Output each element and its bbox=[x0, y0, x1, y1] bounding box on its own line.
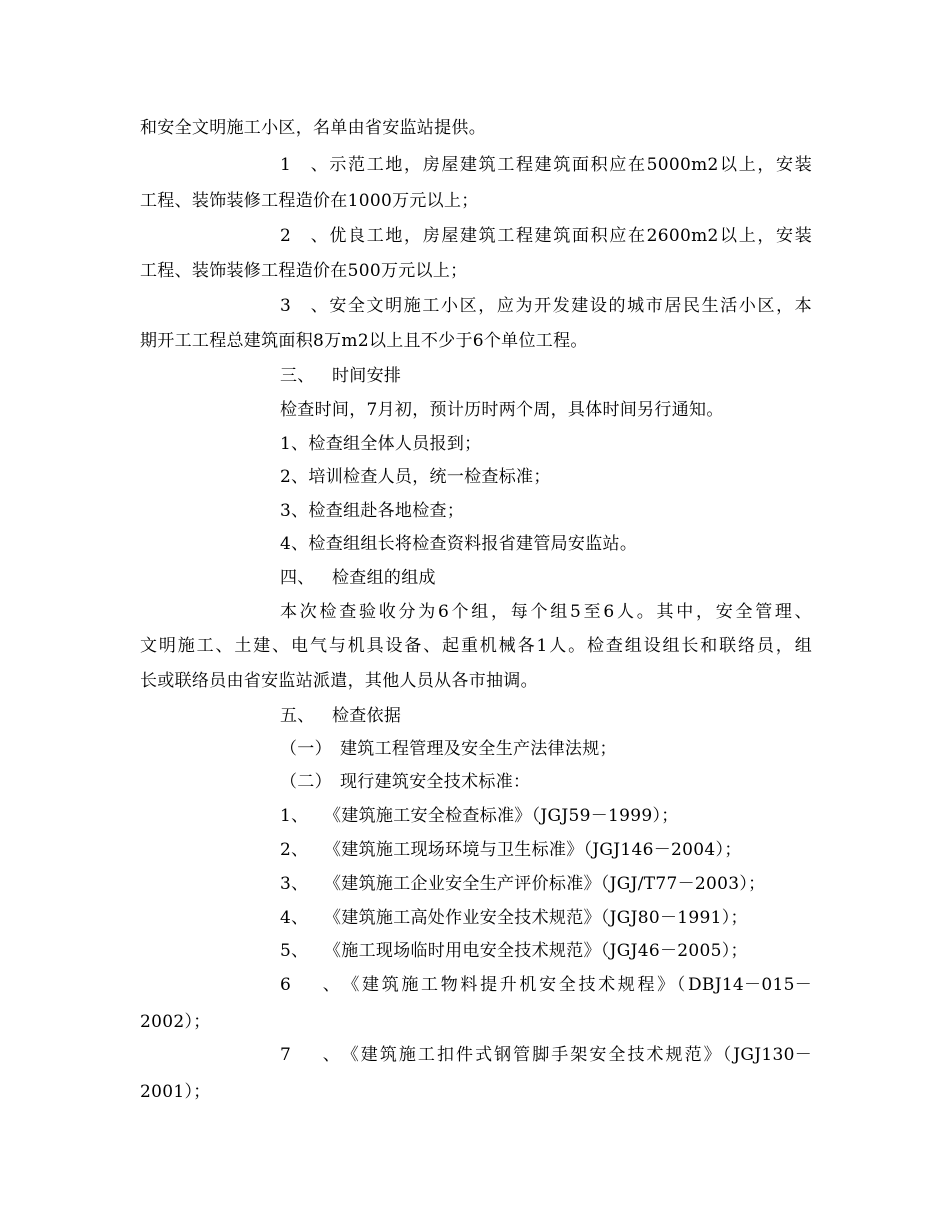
text: 期开工工程总建筑面积8万m2以上且不少于6个单位工程。 bbox=[140, 331, 588, 351]
subsection-line bbox=[280, 737, 617, 761]
text: 时间安排 bbox=[332, 366, 402, 386]
paragraph-line bbox=[140, 259, 467, 283]
list-item-line bbox=[280, 499, 464, 523]
text: 检查时间，7月初，预计历时两个周，具体时间另行通知。 bbox=[280, 400, 724, 420]
text: 《施工现场临时用电安全技术规范》（JGJ46－2005）； bbox=[324, 941, 748, 961]
list-item-line bbox=[280, 432, 481, 456]
text: 《建筑施工企业安全生产评价标准》（JGJ/T77－2003）； bbox=[324, 874, 766, 894]
list-number: 3、 bbox=[280, 296, 328, 316]
text: 2001）； bbox=[140, 1082, 211, 1102]
list-number: 1、 bbox=[280, 806, 309, 826]
list-number: 4、 bbox=[280, 908, 309, 928]
text: 和安全文明施工小区，名单由省安监站提供。 bbox=[140, 118, 486, 138]
text: 1、检查组全体人员报到； bbox=[280, 434, 482, 454]
list-item-line bbox=[280, 465, 551, 489]
text: 《建筑施工安全检查标准》（JGJ59－1999）； bbox=[324, 806, 679, 826]
text: 长或联络员由省安监站派遣，其他人员从各市抽调。 bbox=[140, 671, 538, 691]
text: 示范工地，房屋建筑工程建筑面积应在5000m2以上，安装 bbox=[328, 155, 812, 175]
paragraph-line bbox=[140, 116, 486, 140]
text: 4、检查组组长将检查资料报省建管局安监站。 bbox=[280, 534, 638, 554]
list-item-line bbox=[280, 838, 742, 862]
list-item-line bbox=[280, 153, 812, 177]
list-item-line bbox=[280, 294, 812, 318]
subsection-number: （一） bbox=[280, 739, 332, 759]
text: 工程、装饰装修工程造价在1000万元以上； bbox=[140, 191, 479, 211]
paragraph-line bbox=[140, 1010, 211, 1034]
list-item-line bbox=[280, 224, 812, 248]
paragraph-line bbox=[140, 329, 588, 353]
text: 《建筑施工物料提升机安全技术规程》（DBJ14－015－ bbox=[340, 975, 812, 995]
text: 现行建筑安全技术标准： bbox=[340, 772, 531, 792]
list-number: 7、 bbox=[280, 1045, 340, 1065]
paragraph-line bbox=[280, 398, 724, 422]
list-number: 6、 bbox=[280, 975, 340, 995]
section-heading bbox=[280, 566, 436, 590]
paragraph-line bbox=[140, 634, 812, 658]
text: 2、培训检查人员，统一检查标准； bbox=[280, 467, 551, 487]
text: 《建筑施工高处作业安全技术规范》（JGJ80－1991）； bbox=[324, 908, 748, 928]
text: 检查组的组成 bbox=[332, 568, 436, 588]
list-item-line bbox=[280, 532, 637, 556]
list-number: 5、 bbox=[280, 941, 309, 961]
list-item-line bbox=[280, 906, 748, 930]
list-item-line bbox=[280, 804, 679, 828]
list-number: 2、 bbox=[280, 226, 328, 246]
paragraph-line bbox=[140, 189, 479, 213]
subsection-number: （二） bbox=[280, 772, 332, 792]
section-heading bbox=[280, 364, 401, 388]
text: 本次检查验收分为6个组，每个组5至6人。其中，安全管理、 bbox=[280, 602, 812, 622]
list-item-line bbox=[280, 973, 812, 997]
paragraph-line bbox=[280, 600, 812, 624]
list-item-line bbox=[280, 872, 765, 896]
text: 检查依据 bbox=[332, 706, 402, 726]
text: 《建筑施工现场环境与卫生标准》（JGJ146－2004）； bbox=[324, 840, 742, 860]
list-item-line bbox=[280, 939, 748, 963]
paragraph-line bbox=[140, 1080, 211, 1104]
text: 建筑工程管理及安全生产法律法规； bbox=[340, 739, 617, 759]
list-item-line bbox=[280, 1043, 812, 1067]
subsection-line bbox=[280, 770, 530, 794]
text: 文明施工、土建、电气与机具设备、起重机械各1人。检查组设组长和联络员，组 bbox=[140, 636, 812, 656]
section-number: 五、 bbox=[280, 706, 315, 726]
list-number: 2、 bbox=[280, 840, 309, 860]
section-heading bbox=[280, 704, 401, 728]
list-number: 1、 bbox=[280, 155, 328, 175]
text: 优良工地，房屋建筑工程建筑面积应在2600m2以上，安装 bbox=[328, 226, 812, 246]
text: 《建筑施工扣件式钢管脚手架安全技术规范》（JGJ130－ bbox=[340, 1045, 812, 1065]
text: 安全文明施工小区，应为开发建设的城市居民生活小区，本 bbox=[328, 296, 812, 316]
list-number: 3、 bbox=[280, 874, 309, 894]
text: 2002）； bbox=[140, 1012, 211, 1032]
section-number: 四、 bbox=[280, 568, 315, 588]
section-number: 三、 bbox=[280, 366, 315, 386]
text: 工程、装饰装修工程造价在500万元以上； bbox=[140, 261, 468, 281]
text: 3、检查组赴各地检查； bbox=[280, 501, 465, 521]
paragraph-line bbox=[140, 669, 538, 693]
